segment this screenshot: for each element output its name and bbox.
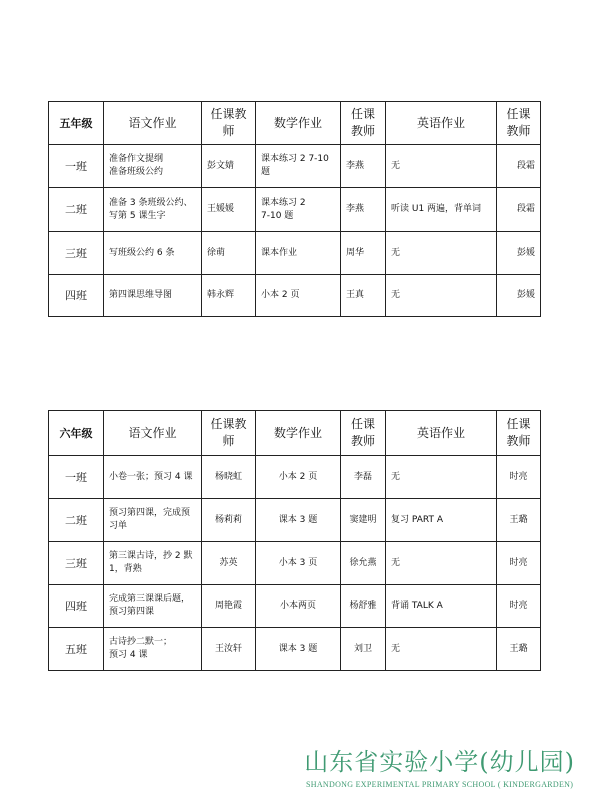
chinese-teacher: 周艳霞 <box>202 585 256 628</box>
math-homework <box>256 188 341 232</box>
chinese-homework: 小卷一张；预习 4 课 <box>104 456 202 499</box>
math-teacher: 王真 <box>341 275 386 317</box>
english-homework: 无 <box>386 542 497 585</box>
english-teacher: 彭媛 <box>497 232 541 275</box>
english-teacher: 时亮 <box>497 456 541 499</box>
english-homework-header: 英语作业 <box>386 102 497 145</box>
math-homework: 课本作业 <box>256 232 341 275</box>
english-teacher-header: 任课教师 <box>497 411 541 456</box>
english-homework: 听读 U1 两遍，背单词 <box>386 188 497 232</box>
table-row <box>49 188 541 232</box>
english-homework: 无 <box>386 145 497 188</box>
chinese-homework-header: 语文作业 <box>104 411 202 456</box>
grade-header: 五年级 <box>49 102 104 145</box>
chinese-homework: 第四课思维导图 <box>104 275 202 317</box>
chinese-teacher: 王汝轩 <box>202 628 256 671</box>
chinese-homework-line: 古诗抄二默一； 预习 4 课 <box>109 637 173 660</box>
table-row <box>49 232 541 275</box>
chinese-homework-line: 准备作文提纲 准备班级公约 <box>109 154 164 177</box>
math-teacher: 窦建明 <box>341 499 386 542</box>
math-teacher-header: 任课教师 <box>341 411 386 456</box>
table-row <box>49 275 541 317</box>
english-teacher-header: 任课教师 <box>497 102 541 145</box>
chinese-homework-header: 语文作业 <box>104 102 202 145</box>
chinese-homework: 准备 3 条班级公约、写第 5 课生字 <box>104 188 202 232</box>
chinese-teacher: 杨晓虹 <box>202 456 256 499</box>
grade6-homework-table <box>48 410 541 671</box>
table-row <box>49 628 541 671</box>
chinese-teacher: 彭文婧 <box>202 145 256 188</box>
table-header-row <box>49 102 541 145</box>
english-teacher: 段霜 <box>497 188 541 232</box>
chinese-teacher: 韩永辉 <box>202 275 256 317</box>
school-logo <box>304 748 575 789</box>
chinese-homework <box>104 145 202 188</box>
class-name: 一班 <box>49 145 104 188</box>
math-teacher: 李磊 <box>341 456 386 499</box>
math-homework: 课本练习 2 7-10 题 <box>256 145 341 188</box>
class-name: 四班 <box>49 275 104 317</box>
english-teacher: 时亮 <box>497 585 541 628</box>
english-homework-header: 英语作业 <box>386 411 497 456</box>
class-name: 二班 <box>49 499 104 542</box>
table-row <box>49 499 541 542</box>
class-name: 二班 <box>49 188 104 232</box>
chinese-teacher-header: 任课教师 <box>202 411 256 456</box>
table-header-row <box>49 411 541 456</box>
math-homework: 课本 3 题 <box>256 628 341 671</box>
math-teacher: 李燕 <box>341 145 386 188</box>
english-teacher: 王璐 <box>497 628 541 671</box>
math-teacher: 杨舒雅 <box>341 585 386 628</box>
math-homework-line: 课本练习 2 7-10 题 <box>261 197 306 221</box>
math-homework-header: 数学作业 <box>256 102 341 145</box>
english-homework: 无 <box>386 628 497 671</box>
math-homework: 小本 2 页 <box>256 275 341 317</box>
math-teacher: 徐允燕 <box>341 542 386 585</box>
class-name: 三班 <box>49 232 104 275</box>
english-homework: 无 <box>386 275 497 317</box>
math-teacher: 周华 <box>341 232 386 275</box>
english-homework: 无 <box>386 232 497 275</box>
chinese-homework <box>104 628 202 671</box>
school-name-en: SHANDONG EXPERIMENTAL PRIMARY SCHOOL ( KINDERGARDEN) <box>306 780 574 789</box>
english-teacher: 段霜 <box>497 145 541 188</box>
math-teacher: 李燕 <box>341 188 386 232</box>
english-homework: 复习 PART A <box>386 499 497 542</box>
chinese-homework: 预习第四课，完成预习单 <box>104 499 202 542</box>
table-row <box>49 585 541 628</box>
chinese-homework: 第三课古诗，抄 2 默 1，背熟 <box>104 542 202 585</box>
grade5-homework-table <box>48 101 541 317</box>
math-homework: 小本 3 页 <box>256 542 341 585</box>
chinese-teacher-header: 任课教师 <box>202 102 256 145</box>
chinese-teacher: 苏英 <box>202 542 256 585</box>
chinese-homework: 完成第三课课后题，预习第四课 <box>104 585 202 628</box>
table-row <box>49 456 541 499</box>
english-teacher: 时亮 <box>497 542 541 585</box>
table-row <box>49 542 541 585</box>
class-name: 五班 <box>49 628 104 671</box>
english-homework: 背诵 TALK A <box>386 585 497 628</box>
math-homework: 小本两页 <box>256 585 341 628</box>
math-homework: 小本 2 页 <box>256 456 341 499</box>
table-row <box>49 145 541 188</box>
chinese-homework: 写班级公约 6 条 <box>104 232 202 275</box>
class-name: 三班 <box>49 542 104 585</box>
english-teacher: 王璐 <box>497 499 541 542</box>
math-teacher-header: 任课教师 <box>341 102 386 145</box>
chinese-teacher: 徐萌 <box>202 232 256 275</box>
math-homework-header: 数学作业 <box>256 411 341 456</box>
class-name: 四班 <box>49 585 104 628</box>
math-teacher: 刘卫 <box>341 628 386 671</box>
school-name-cn: 山东省实验小学(幼儿园) <box>304 748 575 776</box>
class-name: 一班 <box>49 456 104 499</box>
math-homework: 课本 3 题 <box>256 499 341 542</box>
english-homework: 无 <box>386 456 497 499</box>
chinese-teacher: 杨莉莉 <box>202 499 256 542</box>
english-teacher: 彭媛 <box>497 275 541 317</box>
chinese-teacher: 王媛媛 <box>202 188 256 232</box>
grade-header: 六年级 <box>49 411 104 456</box>
